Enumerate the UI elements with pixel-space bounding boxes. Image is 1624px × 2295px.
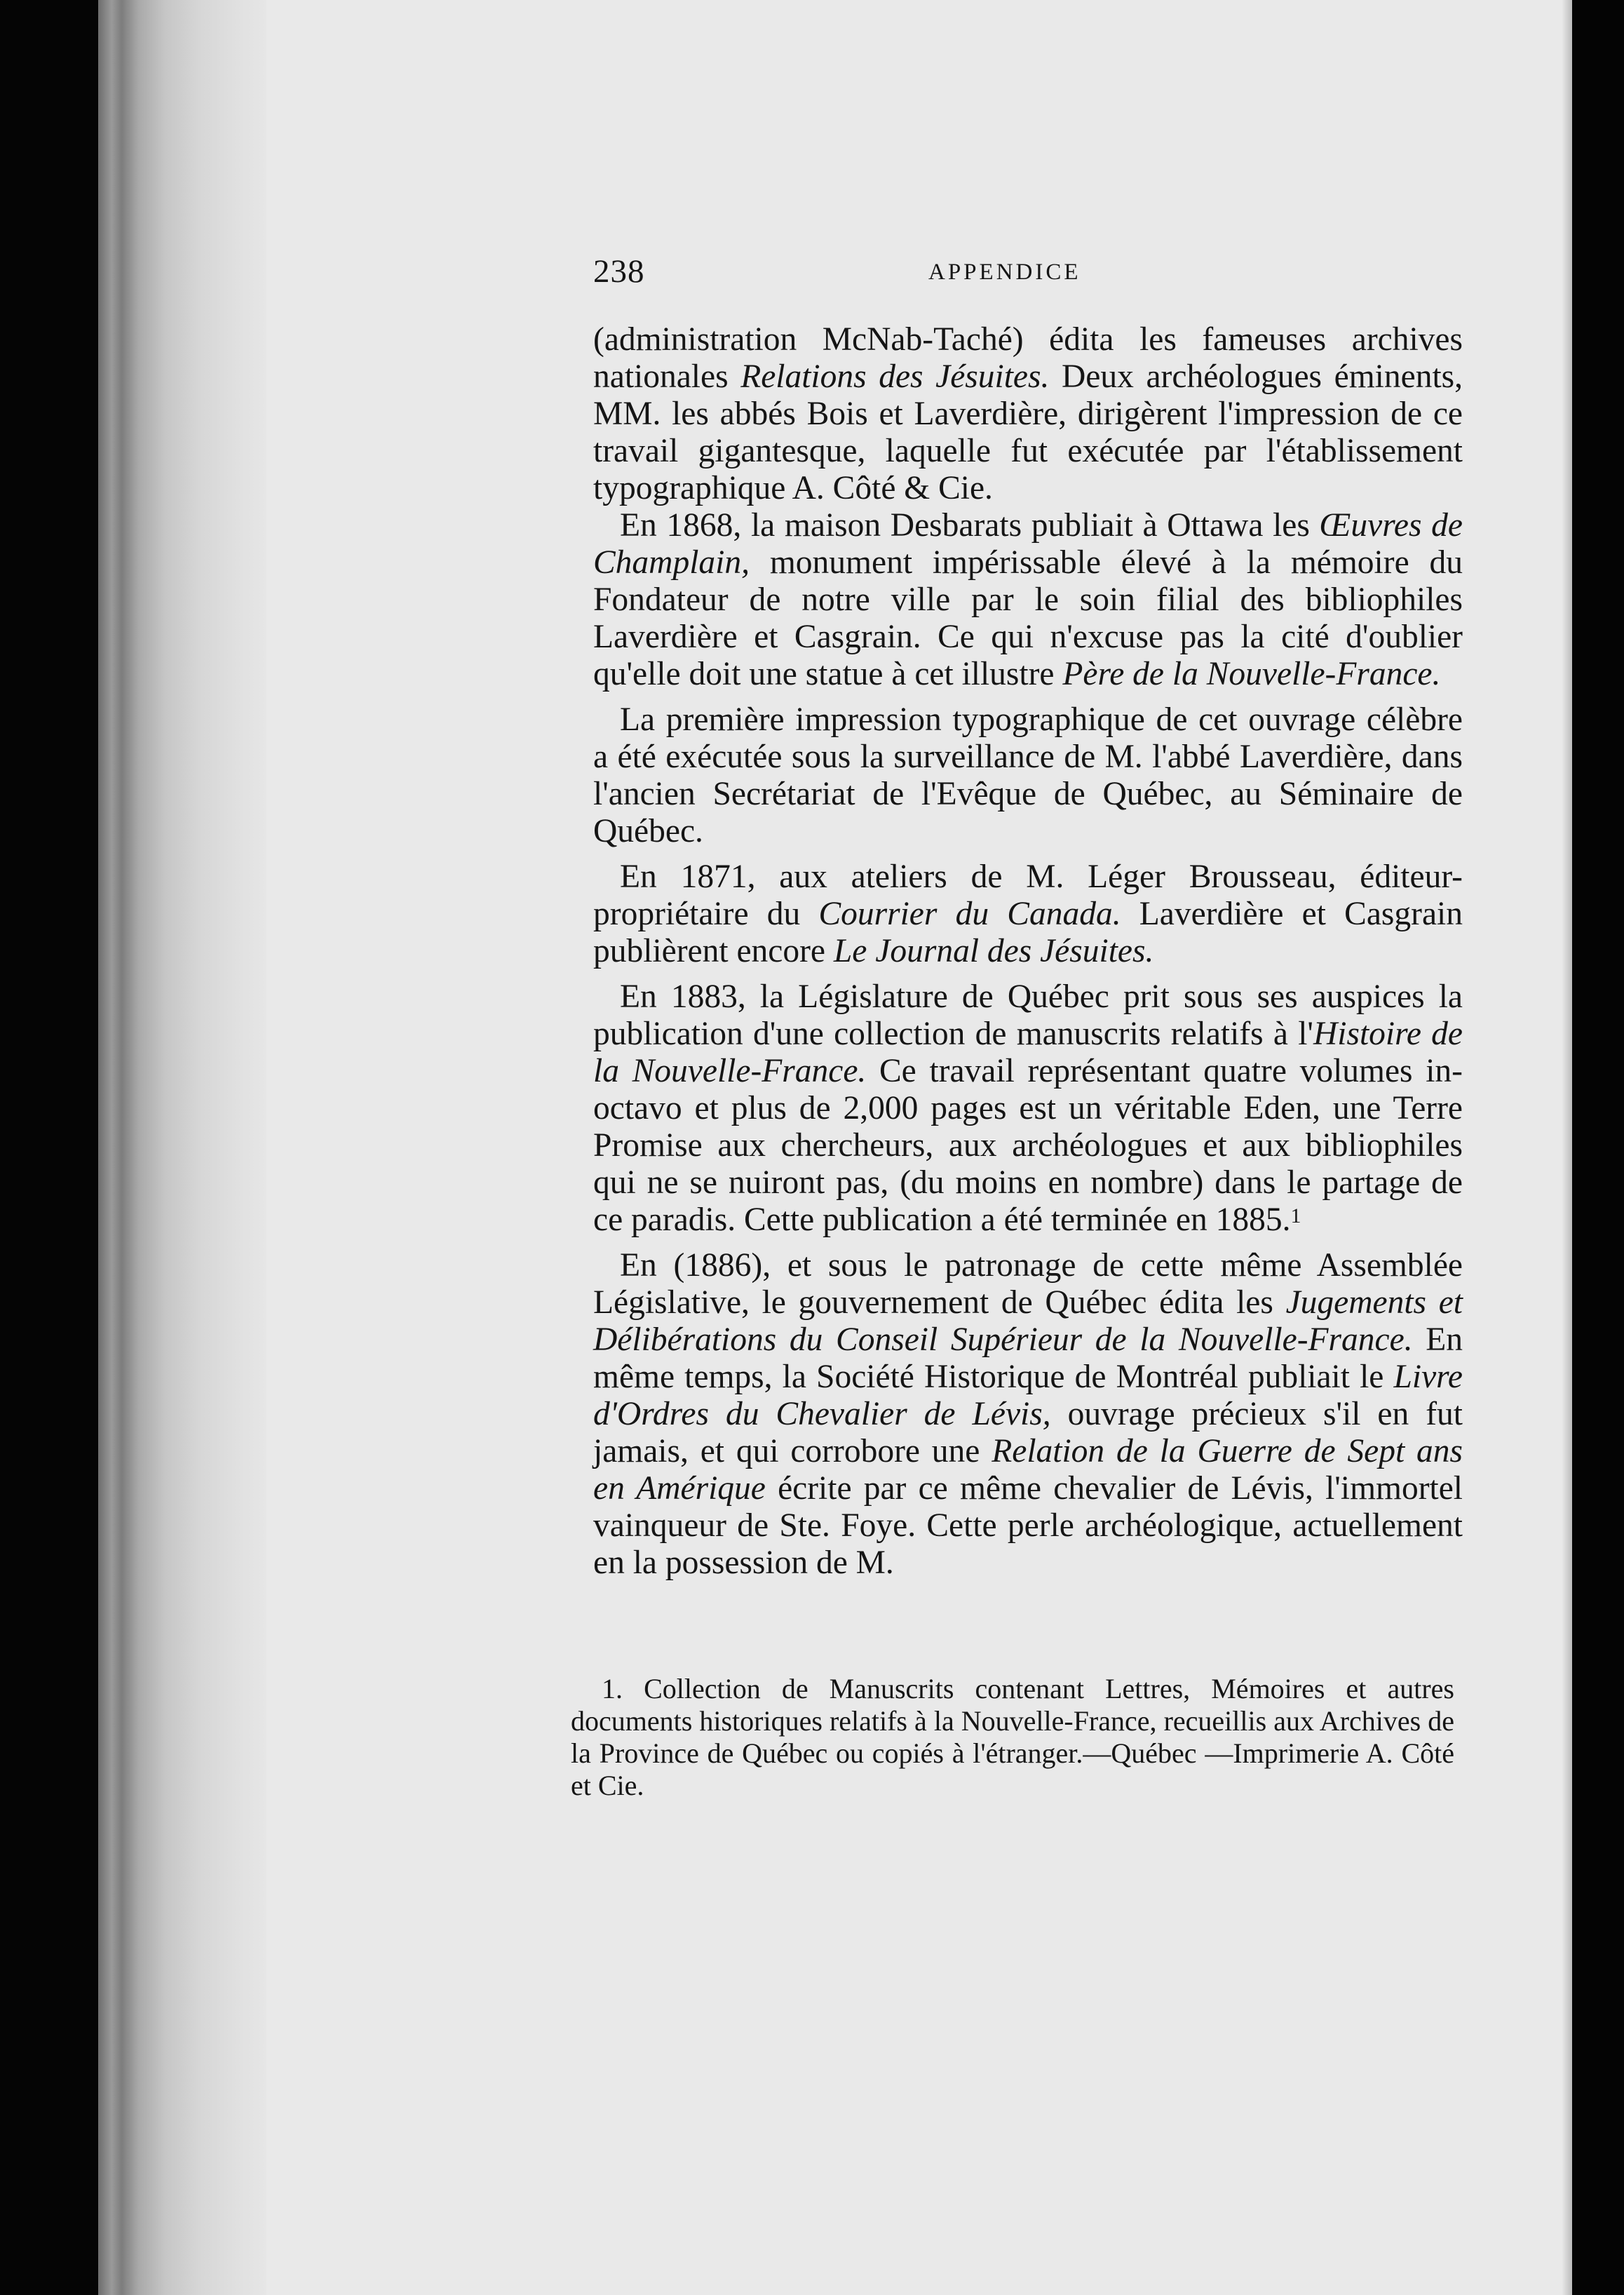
text-run: Ce travail représentant quatre volumes in-octavo et plus de 2,000 pages est un véritable Eden, une Terre Promise aux chercheurs, aux archéologues et aux bibliophiles qui ne se nuiront pas, (du moins en nombre) dans le partage de ce paradis. Cette publication a été terminée en 1885. — [593, 1053, 1463, 1238]
book-gutter-shadow — [98, 0, 266, 2295]
page-number: 238 — [593, 253, 645, 290]
text-run: En 1883, la Législature de Québec prit sous ses auspices la publication d'une collection de manuscrits relatifs à l' — [593, 978, 1463, 1052]
text-run: Laverdière et Casgrain publièrent encore — [593, 896, 1463, 969]
footnotes — [571, 1673, 1454, 1802]
running-head: APPENDICE — [928, 260, 1081, 285]
paragraph-6 — [593, 1247, 1463, 1582]
italic-title: Œuvres de Champlain, — [593, 507, 1463, 581]
italic-title: Père de la Nouvelle-France. — [1062, 656, 1441, 692]
italic-title: Livre d'Ordres du Chevalier de Lévis, — [593, 1359, 1463, 1432]
footnote-ref: 1 — [1290, 1204, 1301, 1227]
paragraph-1 — [593, 321, 1463, 507]
italic-title: Le Journal des Jésuites. — [833, 933, 1154, 969]
italic-title: Relation de la Guerre de Sept ans en Amérique — [593, 1433, 1463, 1507]
paragraph-2 — [593, 507, 1463, 693]
text-run: écrite par ce même chevalier de Lévis, l'immortel vainqueur de Ste. Foye. Cette perle archéologique, actuellement en la possession de M. — [593, 1470, 1463, 1581]
text-run: La première impression typographique de cet ouvrage célèbre a été exécutée sous la surveillance de M. l'abbé Laverdière, dans l'ancien Secrétariat de l'Evêque de Québec, au Séminaire de Québec. — [593, 701, 1463, 849]
text-run: En même temps, la Société Historique de Montréal publiait le — [593, 1321, 1463, 1395]
scan-left-border — [0, 0, 98, 2295]
paragraph-3 — [593, 701, 1463, 850]
text-run: monument impérissable élevé à la mémoire du Fondateur de notre ville par le soin filial des bibliophiles Laverdière et Casgrain. Ce qui n'excuse pas la cité d'oublier qu'elle doit une statue à cet illustre — [593, 544, 1463, 692]
text-run: Deux archéologues éminents, MM. les abbés Bois et Laverdière, dirigèrent l'impression de ce travail gigantesque, laquelle fut exécutée par l'établissement typographique A. Côté & Cie. — [593, 358, 1463, 506]
text-run: ouvrage précieux s'il en fut jamais, et qui corrobore une — [593, 1396, 1463, 1469]
footnote-1: 1. Collection de Manuscrits contenant Lettres, Mémoires et autres documents historiques relatifs à la Nouvelle-France, recueillis aux Archives de la Province de Québec ou copiés à l'étranger.—Québec —Imprimerie A. Côté et Cie. — [571, 1673, 1454, 1801]
text-run: (administration McNab-Taché) édita les fameuses archives nationales — [593, 321, 1463, 395]
scan-right-border — [1572, 0, 1624, 2295]
italic-title: Courrier du Canada. — [818, 896, 1121, 932]
page-header — [593, 253, 1463, 295]
italic-title: Histoire de la Nouvelle-France. — [593, 1016, 1463, 1089]
text-run: En 1871, aux ateliers de M. Léger Brousseau, éditeur-propriétaire du — [593, 859, 1463, 932]
italic-title: Jugements et Délibérations du Conseil Supérieur de la Nouvelle-France. — [593, 1284, 1463, 1358]
text-run: En 1868, la maison Desbarats publiait à Ottawa les — [620, 507, 1320, 544]
main-text — [593, 321, 1463, 1582]
scan-right-shadow — [1562, 0, 1572, 2295]
paragraph-4 — [593, 859, 1463, 970]
text-run: En (1886), et sous le patronage de cette même Assemblée Législative, le gouvernement de Québec édita les — [593, 1247, 1463, 1321]
italic-title: Relations des Jésuites. — [740, 358, 1050, 395]
paragraph-5 — [593, 978, 1463, 1239]
